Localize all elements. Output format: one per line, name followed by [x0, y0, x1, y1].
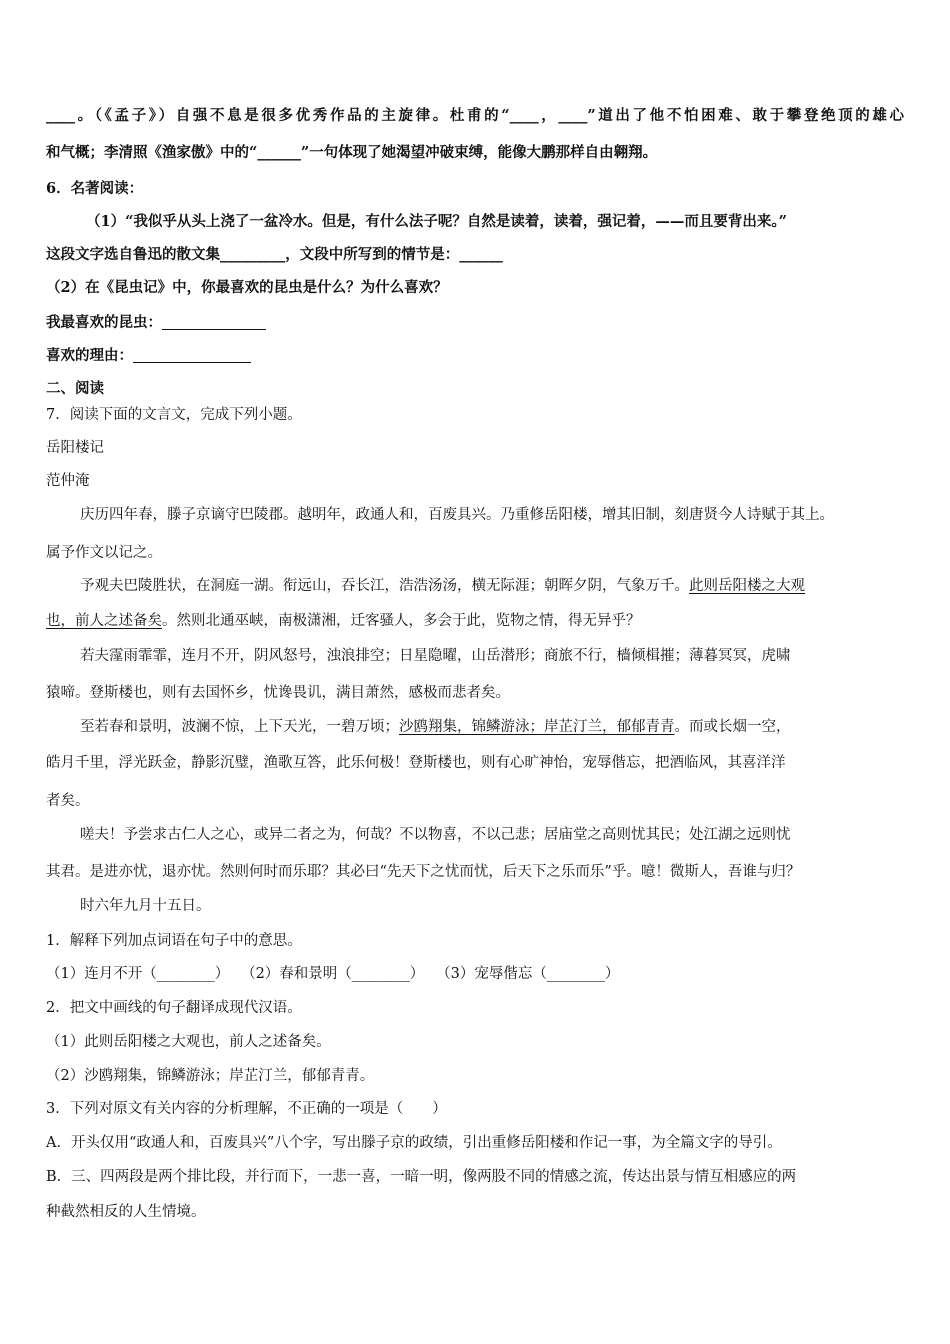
favorite-insect-label: 我最喜欢的昆虫：	[46, 314, 162, 331]
passage-para-3-line-2: 猿啼。登斯楼也，则有去国怀乡，忧谗畏讥，满目萧然，感极而悲者矣。	[46, 685, 510, 701]
passage-para-2-line-2	[46, 609, 641, 630]
favorite-insect-line	[46, 311, 266, 332]
subquestion-2-part-1: （1）此则岳阳楼之大观也，前人之述备矣。	[46, 1034, 331, 1050]
underlined-sentence-1a: 此则岳阳楼之大观	[689, 578, 805, 594]
passage-para-5-line-1: 嗟夫！予尝求古仁人之心，或异二者之为，何哉？不以物喜，不以己悲；居庙堂之高则忧其民；处江湖之远则忧	[80, 827, 791, 843]
passage-para-5-line-2: 其君。是进亦忧，退亦忧。然则何时而乐耶？其必曰“先天下之忧而忧，后天下之乐而乐”乎。噫！微斯人，吾谁与归？	[46, 864, 801, 880]
reason-label: 喜欢的理由：	[46, 347, 133, 364]
passage-para-4-line-1	[80, 715, 791, 736]
option-b-line-1: B．三、四两段是两个排比段，并行而下，一悲一喜，一暗一明，像两股不同的情感之流，传达出景与情互相感应的两	[46, 1169, 797, 1185]
underlined-sentence-2: 沙鸥翔集，锦鳞游泳；岸芷汀兰，郁郁青青	[399, 719, 675, 735]
favorite-insect-blank[interactable]	[162, 315, 266, 331]
question-6-part1-prompt: 这段文字选自鲁迅的散文集_________，文段中所写到的情节是：______	[46, 246, 503, 263]
passage-para-4-line-3: 者矣。	[46, 793, 90, 809]
poetry-fill-line-1: ____。（《孟子》）自强不息是很多优秀作品的主旋律。杜甫的“____，____”道出了他不怕困难、敢于攀登绝顶的雄心	[46, 107, 904, 124]
reason-line	[46, 344, 251, 365]
passage-para-1-line-2: 属予作文以记之。	[46, 545, 162, 561]
subquestion-1: 1．解释下列加点词语在句子中的意思。	[46, 933, 302, 949]
passage-para-2-line-1	[80, 574, 805, 595]
question-6-part1-quote: （1）“我似乎从头上浇了一盆冷水。但是，有什么法子呢？自然是读着，读着，强记着，——而且要背出来。”	[86, 213, 788, 230]
passage-title: 岳阳楼记	[46, 440, 104, 456]
question-7-intro: 7．阅读下面的文言文，完成下列小题。	[46, 407, 302, 423]
passage-date: 时六年九月十五日。	[80, 898, 211, 914]
passage-author: 范仲淹	[46, 473, 90, 489]
subquestion-1-items: （1）连月不开（________） （2）春和景明（________） （3）宠辱偕忘（________）	[46, 966, 620, 982]
option-b-line-2: 种截然相反的人生情境。	[46, 1204, 206, 1220]
passage-text: 。而或长烟一空，	[674, 719, 791, 735]
question-6-part2-prompt: （2）在《昆虫记》中，你最喜欢的昆虫是什么？为什么喜欢？	[46, 279, 448, 296]
passage-para-4-line-2: 皓月千里，浮光跃金，静影沉璧，渔歌互答，此乐何极！登斯楼也，则有心旷神怡，宠辱偕忘，把酒临风，其喜洋洋	[46, 755, 786, 771]
reason-blank[interactable]	[133, 348, 251, 364]
subquestion-2: 2．把文中画线的句子翻译成现代汉语。	[46, 1000, 302, 1016]
passage-para-1-line-1: 庆历四年春，滕子京谪守巴陵郡。越明年，政通人和，百废具兴。乃重修岳阳楼，增其旧制，刻唐贤今人诗赋于其上。	[80, 507, 834, 523]
poetry-fill-line-2: 和气概；李清照《渔家傲》中的“______”一句体现了她渴望冲破束缚，能像大鹏那样自由翱翔。	[46, 144, 658, 161]
part-2-heading: 二、阅读	[46, 380, 104, 397]
passage-para-3-line-1: 若夫霪雨霏霏，连月不开，阴风怒号，浊浪排空；日星隐曜，山岳潜形；商旅不行，樯倾楫摧；薄暮冥冥，虎啸	[80, 648, 791, 664]
question-6-heading: 6．名著阅读：	[46, 180, 144, 197]
option-a: A．开头仅用“政通人和，百废具兴”八个字，写出滕子京的政绩，引出重修岳阳楼和作记一事，为全篇文字的导引。	[46, 1135, 782, 1151]
subquestion-3: 3．下列对原文有关内容的分析理解，不正确的一项是（ ）	[46, 1101, 447, 1117]
passage-text: 予观夫巴陵胜状，在洞庭一湖。衔远山，吞长江，浩浩汤汤，横无际涯；朝晖夕阴，气象万千。	[80, 578, 689, 594]
underlined-sentence-1b: 也，前人之述备矣	[46, 613, 162, 629]
passage-text: 至若春和景明，波澜不惊，上下天光，一碧万顷；	[80, 719, 399, 735]
passage-text: 。然则北通巫峡，南极潇湘，迁客骚人，多会于此，览物之情，得无异乎？	[162, 613, 641, 629]
subquestion-2-part-2: （2）沙鸥翔集，锦鳞游泳；岸芷汀兰，郁郁青青。	[46, 1068, 375, 1084]
